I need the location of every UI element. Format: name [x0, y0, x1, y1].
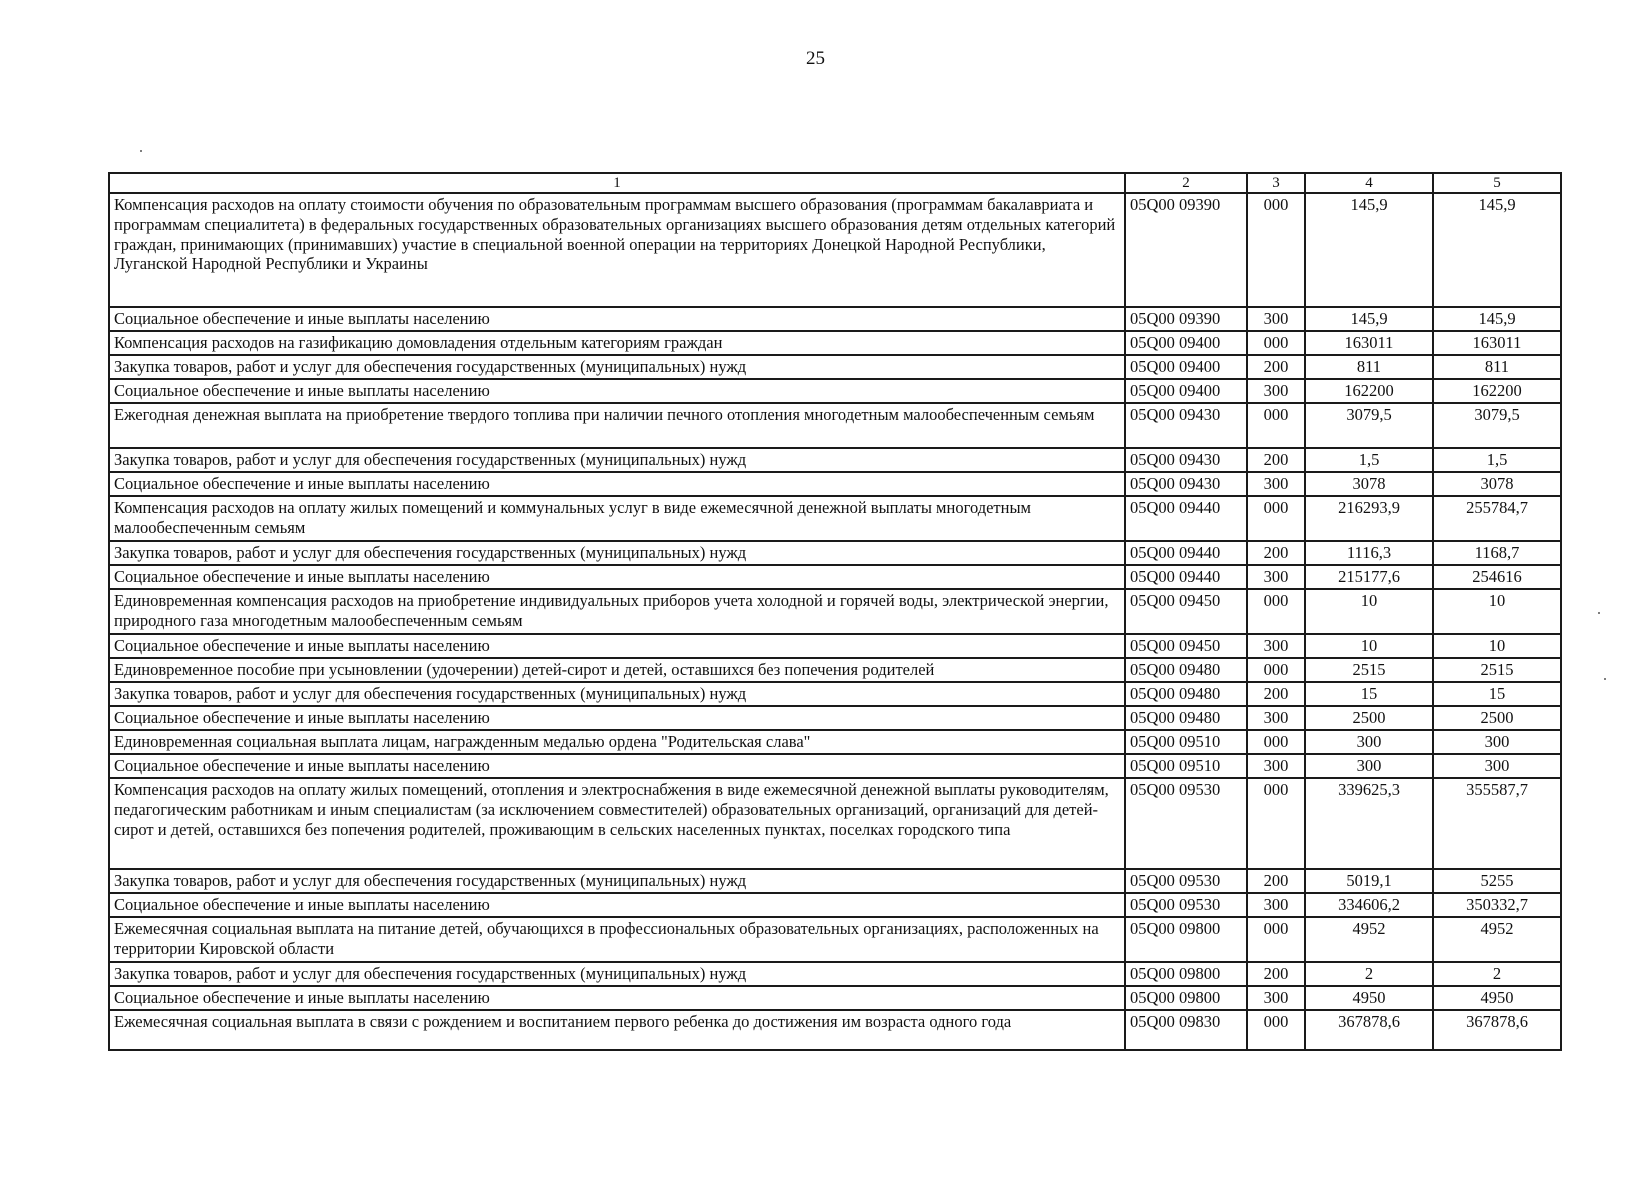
row-value-5-cell: 300: [1433, 754, 1561, 778]
row-value-4-cell: 4950: [1305, 986, 1433, 1010]
row-value-5-cell: 145,9: [1433, 193, 1561, 307]
row-value-5-cell: 3079,5: [1433, 403, 1561, 448]
row-name-cell: Закупка товаров, работ и услуг для обеспечения государственных (муниципальных) нужд: [109, 869, 1125, 893]
header-col-2: 2: [1125, 173, 1247, 193]
row-kind-cell: 200: [1247, 682, 1305, 706]
row-value-4-cell: 3078: [1305, 472, 1433, 496]
row-kind-cell: 200: [1247, 962, 1305, 986]
row-kind-cell: 300: [1247, 307, 1305, 331]
row-kind-cell: 300: [1247, 472, 1305, 496]
table-row: [109, 869, 1561, 893]
row-value-4-cell: 162200: [1305, 379, 1433, 403]
row-value-4-cell: 10: [1305, 589, 1433, 634]
row-value-5-cell: 2515: [1433, 658, 1561, 682]
row-value-5-cell: 254616: [1433, 565, 1561, 589]
table-row: [109, 565, 1561, 589]
row-kind-cell: 000: [1247, 1010, 1305, 1050]
table-row: [109, 403, 1561, 448]
row-code-cell: 05Q00 09430: [1125, 472, 1247, 496]
table-row: [109, 541, 1561, 565]
row-value-4-cell: 2500: [1305, 706, 1433, 730]
row-code-cell: 05Q00 09800: [1125, 962, 1247, 986]
budget-table: [108, 172, 1562, 1051]
table-row: [109, 754, 1561, 778]
row-kind-cell: 000: [1247, 403, 1305, 448]
row-value-4-cell: 145,9: [1305, 193, 1433, 307]
row-kind-cell: 000: [1247, 917, 1305, 962]
table-row: [109, 379, 1561, 403]
table-header: [109, 173, 1561, 193]
row-value-5-cell: 162200: [1433, 379, 1561, 403]
table-row: [109, 634, 1561, 658]
header-col-5: 5: [1433, 173, 1561, 193]
row-name-cell: Социальное обеспечение и иные выплаты населению: [109, 986, 1125, 1010]
row-kind-cell: 300: [1247, 634, 1305, 658]
row-value-5-cell: 350332,7: [1433, 893, 1561, 917]
row-value-4-cell: 10: [1305, 634, 1433, 658]
scan-speck: [1604, 678, 1606, 680]
row-code-cell: 05Q00 09400: [1125, 331, 1247, 355]
row-name-cell: Социальное обеспечение и иные выплаты населению: [109, 379, 1125, 403]
table-row: [109, 331, 1561, 355]
row-code-cell: 05Q00 09530: [1125, 893, 1247, 917]
row-kind-cell: 000: [1247, 331, 1305, 355]
row-name-cell: Социальное обеспечение и иные выплаты населению: [109, 565, 1125, 589]
row-code-cell: 05Q00 09480: [1125, 658, 1247, 682]
row-name-cell: Единовременное пособие при усыновлении (удочерении) детей-сирот и детей, оставшихся без попечения родителей: [109, 658, 1125, 682]
table-row: [109, 962, 1561, 986]
row-name-cell: Компенсация расходов на оплату жилых помещений, отопления и электроснабжения в виде ежемесячной денежной выплаты руководителям, педагогическим работникам и иным специалистам (за исключением совместителей) образовательных организаций, организаций для детей-сирот и детей, оставшихся без попечения родителей, проживающим в сельских населенных пунктах, поселках городского типа: [109, 778, 1125, 869]
row-name-cell: Закупка товаров, работ и услуг для обеспечения государственных (муниципальных) нужд: [109, 448, 1125, 472]
table-row: [109, 917, 1561, 962]
row-value-4-cell: 1,5: [1305, 448, 1433, 472]
table-row: [109, 448, 1561, 472]
row-name-cell: Ежемесячная социальная выплата на питание детей, обучающихся в профессиональных образовательных организациях, расположенных на территории Кировской области: [109, 917, 1125, 962]
row-code-cell: 05Q00 09830: [1125, 1010, 1247, 1050]
row-value-5-cell: 300: [1433, 730, 1561, 754]
page-number: 25: [806, 48, 825, 69]
row-kind-cell: 200: [1247, 869, 1305, 893]
row-name-cell: Социальное обеспечение и иные выплаты населению: [109, 893, 1125, 917]
row-code-cell: 05Q00 09400: [1125, 355, 1247, 379]
row-kind-cell: 300: [1247, 379, 1305, 403]
row-kind-cell: 000: [1247, 778, 1305, 869]
row-value-4-cell: 367878,6: [1305, 1010, 1433, 1050]
table-row: [109, 893, 1561, 917]
row-code-cell: 05Q00 09450: [1125, 589, 1247, 634]
row-code-cell: 05Q00 09430: [1125, 448, 1247, 472]
row-name-cell: Социальное обеспечение и иные выплаты населению: [109, 706, 1125, 730]
row-kind-cell: 000: [1247, 589, 1305, 634]
row-kind-cell: 000: [1247, 193, 1305, 307]
row-name-cell: Закупка товаров, работ и услуг для обеспечения государственных (муниципальных) нужд: [109, 962, 1125, 986]
table-row: [109, 658, 1561, 682]
row-kind-cell: 200: [1247, 448, 1305, 472]
table-row: [109, 307, 1561, 331]
header-col-3: 3: [1247, 173, 1305, 193]
row-code-cell: 05Q00 09440: [1125, 565, 1247, 589]
row-value-4-cell: 334606,2: [1305, 893, 1433, 917]
header-row: [109, 173, 1561, 193]
row-code-cell: 05Q00 09530: [1125, 778, 1247, 869]
row-value-4-cell: 216293,9: [1305, 496, 1433, 541]
row-name-cell: Компенсация расходов на оплату стоимости обучения по образовательным программам высшего образования (программам бакалавриата и программам специалитета) в федеральных государственных образовательных организациях высшего образования детям отдельных категорий граждан, принимающих (принимавших) участие в специальной военной операции на территориях Донецкой Народной Республики, Луганской Народной Республики и Украины: [109, 193, 1125, 307]
row-value-5-cell: 355587,7: [1433, 778, 1561, 869]
row-value-5-cell: 15: [1433, 682, 1561, 706]
table-row: [109, 730, 1561, 754]
row-value-5-cell: 367878,6: [1433, 1010, 1561, 1050]
row-name-cell: Закупка товаров, работ и услуг для обеспечения государственных (муниципальных) нужд: [109, 682, 1125, 706]
table-row: [109, 986, 1561, 1010]
row-value-5-cell: 255784,7: [1433, 496, 1561, 541]
row-value-5-cell: 2500: [1433, 706, 1561, 730]
row-name-cell: Ежегодная денежная выплата на приобретение твердого топлива при наличии печного отопления многодетным малообеспеченным семьям: [109, 403, 1125, 448]
row-name-cell: Ежемесячная социальная выплата в связи с рождением и воспитанием первого ребенка до достижения им возраста одного года: [109, 1010, 1125, 1050]
row-value-5-cell: 1,5: [1433, 448, 1561, 472]
row-value-4-cell: 215177,6: [1305, 565, 1433, 589]
table-row: [109, 193, 1561, 307]
row-name-cell: Социальное обеспечение и иные выплаты населению: [109, 754, 1125, 778]
row-value-4-cell: 4952: [1305, 917, 1433, 962]
row-code-cell: 05Q00 09430: [1125, 403, 1247, 448]
row-value-4-cell: 5019,1: [1305, 869, 1433, 893]
row-kind-cell: 200: [1247, 355, 1305, 379]
row-value-4-cell: 300: [1305, 754, 1433, 778]
row-value-5-cell: 5255: [1433, 869, 1561, 893]
row-value-4-cell: 3079,5: [1305, 403, 1433, 448]
row-name-cell: Закупка товаров, работ и услуг для обеспечения государственных (муниципальных) нужд: [109, 355, 1125, 379]
row-code-cell: 05Q00 09800: [1125, 917, 1247, 962]
row-value-4-cell: 145,9: [1305, 307, 1433, 331]
row-value-5-cell: 4952: [1433, 917, 1561, 962]
row-kind-cell: 300: [1247, 986, 1305, 1010]
row-value-4-cell: 15: [1305, 682, 1433, 706]
table-row: [109, 706, 1561, 730]
row-kind-cell: 300: [1247, 565, 1305, 589]
row-kind-cell: 300: [1247, 706, 1305, 730]
row-name-cell: Социальное обеспечение и иные выплаты населению: [109, 307, 1125, 331]
row-name-cell: Единовременная социальная выплата лицам, награжденным медалью ордена "Родительская слава": [109, 730, 1125, 754]
row-code-cell: 05Q00 09390: [1125, 307, 1247, 331]
row-code-cell: 05Q00 09510: [1125, 730, 1247, 754]
row-code-cell: 05Q00 09390: [1125, 193, 1247, 307]
row-name-cell: Социальное обеспечение и иные выплаты населению: [109, 634, 1125, 658]
row-kind-cell: 000: [1247, 730, 1305, 754]
row-code-cell: 05Q00 09440: [1125, 541, 1247, 565]
row-value-5-cell: 4950: [1433, 986, 1561, 1010]
row-value-4-cell: 300: [1305, 730, 1433, 754]
row-value-4-cell: 1116,3: [1305, 541, 1433, 565]
row-value-4-cell: 811: [1305, 355, 1433, 379]
table-row: [109, 682, 1561, 706]
table-body: [109, 193, 1561, 1050]
row-value-5-cell: 10: [1433, 589, 1561, 634]
table-row: [109, 355, 1561, 379]
header-col-1: 1: [109, 173, 1125, 193]
table-row: [109, 472, 1561, 496]
row-kind-cell: 000: [1247, 496, 1305, 541]
row-value-5-cell: 10: [1433, 634, 1561, 658]
row-name-cell: Единовременная компенсация расходов на приобретение индивидуальных приборов учета холодной и горячей воды, электрической энергии, природного газа многодетным малообеспеченным семьям: [109, 589, 1125, 634]
row-code-cell: 05Q00 09510: [1125, 754, 1247, 778]
row-code-cell: 05Q00 09800: [1125, 986, 1247, 1010]
row-code-cell: 05Q00 09530: [1125, 869, 1247, 893]
row-kind-cell: 200: [1247, 541, 1305, 565]
row-value-5-cell: 145,9: [1433, 307, 1561, 331]
row-value-4-cell: 2515: [1305, 658, 1433, 682]
table-row: [109, 496, 1561, 541]
row-code-cell: 05Q00 09440: [1125, 496, 1247, 541]
row-value-5-cell: 163011: [1433, 331, 1561, 355]
scan-speck: [1598, 612, 1600, 614]
row-kind-cell: 300: [1247, 893, 1305, 917]
row-value-4-cell: 339625,3: [1305, 778, 1433, 869]
scan-speck: [140, 150, 142, 152]
header-col-4: 4: [1305, 173, 1433, 193]
row-kind-cell: 000: [1247, 658, 1305, 682]
row-code-cell: 05Q00 09480: [1125, 706, 1247, 730]
table-row: [109, 1010, 1561, 1050]
row-value-5-cell: 1168,7: [1433, 541, 1561, 565]
row-value-5-cell: 2: [1433, 962, 1561, 986]
table-row: [109, 589, 1561, 634]
row-code-cell: 05Q00 09400: [1125, 379, 1247, 403]
row-code-cell: 05Q00 09450: [1125, 634, 1247, 658]
row-value-4-cell: 2: [1305, 962, 1433, 986]
row-code-cell: 05Q00 09480: [1125, 682, 1247, 706]
row-name-cell: Компенсация расходов на газификацию домовладения отдельным категориям граждан: [109, 331, 1125, 355]
row-name-cell: Социальное обеспечение и иные выплаты населению: [109, 472, 1125, 496]
row-name-cell: Компенсация расходов на оплату жилых помещений и коммунальных услуг в виде ежемесячной денежной выплаты многодетным малообеспеченным семьям: [109, 496, 1125, 541]
table-row: [109, 778, 1561, 869]
row-kind-cell: 300: [1247, 754, 1305, 778]
row-value-5-cell: 811: [1433, 355, 1561, 379]
row-value-5-cell: 3078: [1433, 472, 1561, 496]
row-value-4-cell: 163011: [1305, 331, 1433, 355]
row-name-cell: Закупка товаров, работ и услуг для обеспечения государственных (муниципальных) нужд: [109, 541, 1125, 565]
